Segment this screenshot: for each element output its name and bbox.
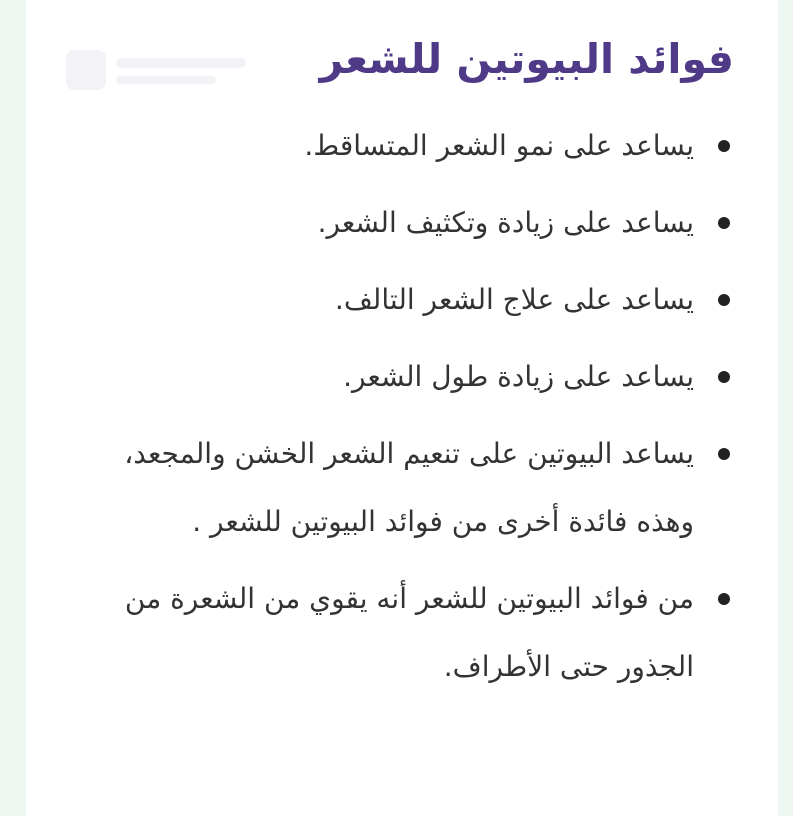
list-item-text: يساعد على زيادة طول الشعر. <box>343 360 694 393</box>
bullet-icon <box>718 217 730 229</box>
bullet-icon <box>718 294 730 306</box>
bullet-icon <box>718 140 730 152</box>
list-item <box>76 420 734 556</box>
article-heading: فوائد البيوتين للشعر <box>319 35 734 83</box>
list-item <box>76 189 734 257</box>
list-item <box>76 343 734 411</box>
list-item-text: يساعد على نمو الشعر المتساقط. <box>304 129 694 162</box>
list-item-text: يساعد على علاج الشعر التالف. <box>334 283 694 316</box>
bullet-icon <box>718 593 730 605</box>
list-item-text: يساعد البيوتين على تنعيم الشعر الخشن والمجعد، وهذه فائدة أخرى من فوائد البيوتين للشعر . <box>124 437 694 538</box>
bullet-icon <box>718 371 730 383</box>
watermark-logo-icon <box>66 40 256 100</box>
list-item <box>76 112 734 180</box>
list-item-text: من فوائد البيوتين للشعر أنه يقوي من الشعرة من الجذور حتى الأطراف. <box>124 582 694 683</box>
article-card <box>26 0 778 816</box>
list-item <box>76 565 734 701</box>
benefits-list <box>76 112 734 701</box>
bullet-icon <box>718 448 730 460</box>
list-item-text: يساعد على زيادة وتكثيف الشعر. <box>317 206 694 239</box>
list-item <box>76 266 734 334</box>
